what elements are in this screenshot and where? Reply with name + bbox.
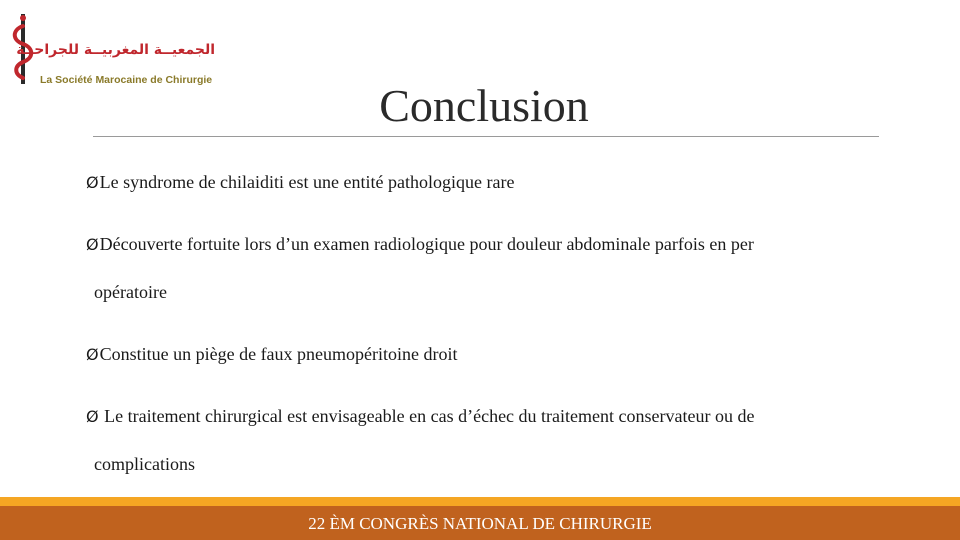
footer-accent-strip [0, 497, 960, 506]
bullet-item [86, 342, 458, 367]
arrow-bullet-icon: Ø [86, 407, 99, 426]
logo-arabic-name: الجمعيــة المغربيــة للجراحــة [16, 42, 215, 58]
bullet-text: Le traitement chirurgical est envisageable en cas d’échec du traitement conservateur ou de [99, 406, 755, 426]
logo-latin-name: La Société Marocaine de Chirurgie [40, 74, 213, 86]
bullet-item [86, 232, 754, 257]
arrow-bullet-icon: Ø [86, 173, 99, 192]
arrow-bullet-icon: Ø [86, 235, 99, 254]
bullet-text: Découverte fortuite lors d’un examen radiologique pour douleur abdominale parfois en per [99, 234, 754, 254]
footer-congress-name: 22 ÈM CONGRÈS NATIONAL DE CHIRURGIE [308, 514, 652, 533]
bullet-item [86, 404, 754, 429]
bullet-continuation: opératoire [94, 282, 167, 302]
slide-title: Conclusion [379, 80, 589, 131]
title-divider [93, 136, 879, 137]
bullet-continuation: complications [94, 454, 195, 474]
bullet-item [86, 170, 514, 195]
bullet-text: Constitue un piège de faux pneumopéritoine droit [99, 344, 458, 364]
society-logo [10, 12, 215, 86]
footer-bar [0, 506, 960, 540]
arrow-bullet-icon: Ø [86, 345, 99, 364]
bullet-text: Le syndrome de chilaiditi est une entité pathologique rare [99, 172, 515, 192]
